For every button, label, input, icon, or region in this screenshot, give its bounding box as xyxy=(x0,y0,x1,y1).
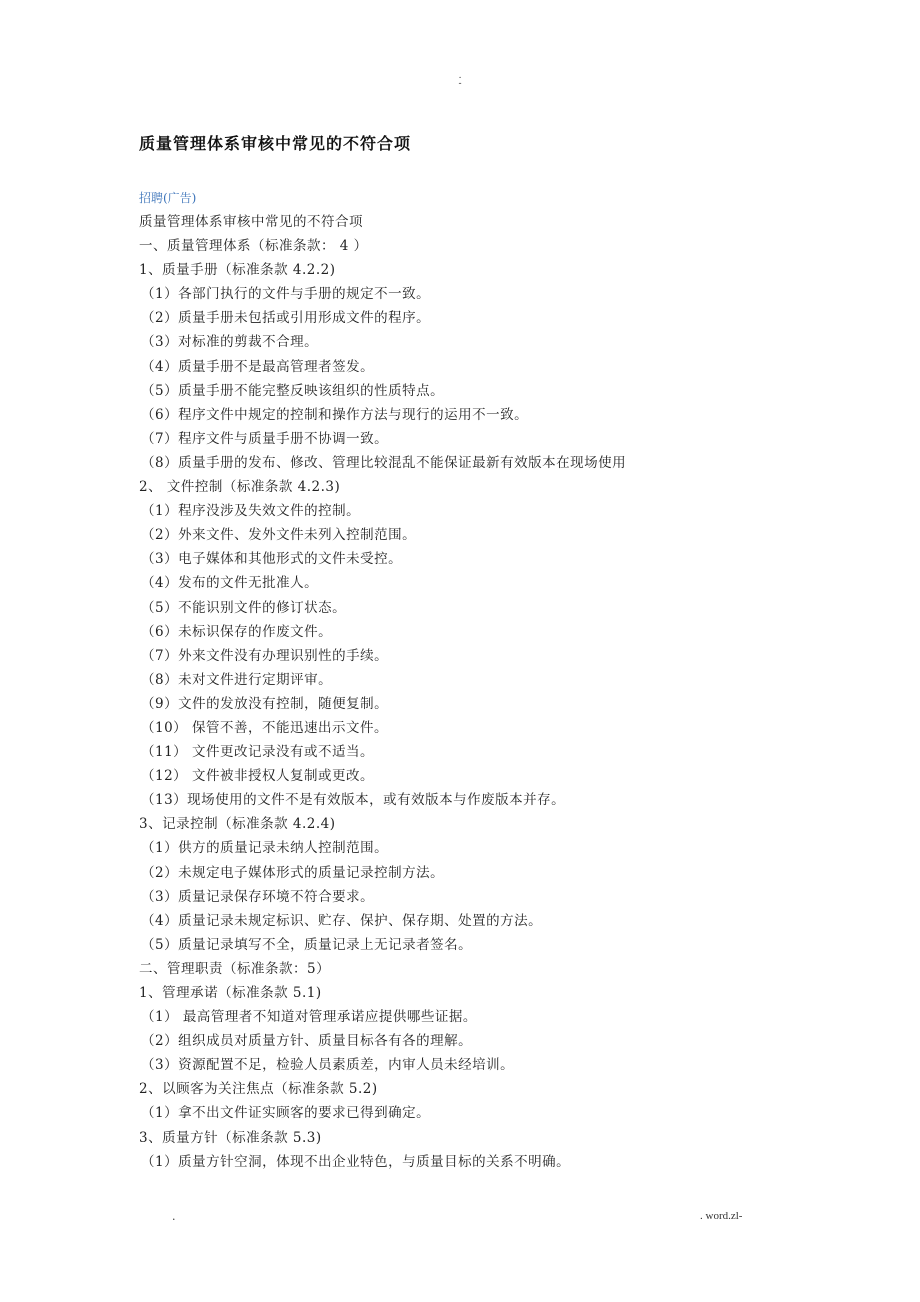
list-item: （1）拿不出文件证实顾客的要求已得到确定。 xyxy=(141,1105,431,1122)
list-item: （11） 文件更改记录没有或不适当。 xyxy=(141,744,374,761)
list-item: （1）质量方针空洞，体现不出企业特色，与质量目标的关系不明确。 xyxy=(141,1153,571,1170)
paragraph-line: 质量管理体系审核中常见的不符合项 xyxy=(139,214,363,230)
list-item: （3）质量记录保存环境不符合要求。 xyxy=(141,888,375,905)
list-item: （10） 保管不善，不能迅速出示文件。 xyxy=(141,719,388,736)
list-item: （2）外来文件、发外文件未列入控制范围。 xyxy=(141,527,417,544)
list-item: （1）供方的质量记录未纳人控制范围。 xyxy=(141,840,389,857)
subsection-heading: 2、以顾客为关注焦点（标准条款 5.2) xyxy=(139,1081,378,1098)
footer-left-mark: . xyxy=(172,1210,176,1223)
list-item: （2）组织成员对质量方针、质量目标各有各的理解。 xyxy=(141,1033,473,1050)
list-item: （9）文件的发放没有控制，随便复制。 xyxy=(141,695,389,712)
subsection-heading: 2、 文件控制（标准条款 4.2.3) xyxy=(139,479,341,496)
document-title: 质量管理体系审核中常见的不符合项 xyxy=(139,134,412,153)
list-item: （4）发布的文件无批准人。 xyxy=(141,575,319,592)
footer-right-text: . word.zl- xyxy=(700,1210,743,1222)
subsection-heading: 3、记录控制（标准条款 4.2.4) xyxy=(139,816,336,833)
list-item: （4）质量手册不是最高管理者签发。 xyxy=(141,358,375,375)
subsection-heading: 3、质量方针（标准条款 5.3) xyxy=(139,1129,322,1146)
list-item: （2）未规定电子媒体形式的质量记录控制方法。 xyxy=(141,864,445,881)
list-item: （3）电子媒体和其他形式的文件未受控。 xyxy=(141,551,403,568)
header-dash: - xyxy=(458,79,462,89)
list-item: （13）现场使用的文件不是有效版本，或有效版本与作废版本并存。 xyxy=(141,792,566,809)
ad-link[interactable]: 招聘(广告) xyxy=(139,191,197,205)
list-item: （5）不能识别文件的修订状态。 xyxy=(141,599,347,616)
list-item: （5）质量手册不能完整反映该组织的性质特点。 xyxy=(141,382,445,399)
list-item: （12） 文件被非授权人复制或更改。 xyxy=(141,768,374,785)
subsection-heading: 1、质量手册（标准条款 4.2.2) xyxy=(139,262,336,279)
list-item: （7）程序文件与质量手册不协调一致。 xyxy=(141,430,389,447)
list-item: （1）程序没涉及失效文件的控制。 xyxy=(141,503,361,520)
list-item: （5）质量记录填写不全，质量记录上无记录者签名。 xyxy=(141,936,473,953)
list-item: （6）未标识保存的作废文件。 xyxy=(141,623,333,640)
header-dot: . xyxy=(458,71,462,81)
list-item: （4）质量记录未规定标识、贮存、保护、保存期、处置的方法。 xyxy=(141,912,543,929)
section-heading: 二、管理职责（标准条款：5） xyxy=(139,960,331,977)
section-heading: 一、质量管理体系（标准条款： 4 ） xyxy=(139,238,368,255)
list-item: （3）资源配置不足，检验人员素质差，内审人员未经培训。 xyxy=(141,1057,515,1074)
document-body xyxy=(139,210,779,1174)
list-item: （1） 最高管理者不知道对管理承诺应提供哪些证据。 xyxy=(141,1009,477,1026)
list-item: （8）质量手册的发布、修改、管理比较混乱不能保证最新有效版本在现场使用 xyxy=(141,454,627,471)
page-header-mark xyxy=(0,72,920,88)
list-item: （2）质量手册未包括或引用形成文件的程序。 xyxy=(141,310,431,327)
list-item: （7）外来文件没有办理识别性的手续。 xyxy=(141,647,389,664)
list-item: （1）各部门执行的文件与手册的规定不一致。 xyxy=(141,286,431,303)
list-item: （3）对标准的剪裁不合理。 xyxy=(141,334,319,351)
list-item: （6）程序文件中规定的控制和操作方法与现行的运用不一致。 xyxy=(141,406,529,423)
subsection-heading: 1、管理承诺（标准条款 5.1) xyxy=(139,985,322,1001)
list-item: （8）未对文件进行定期评审。 xyxy=(141,671,333,688)
